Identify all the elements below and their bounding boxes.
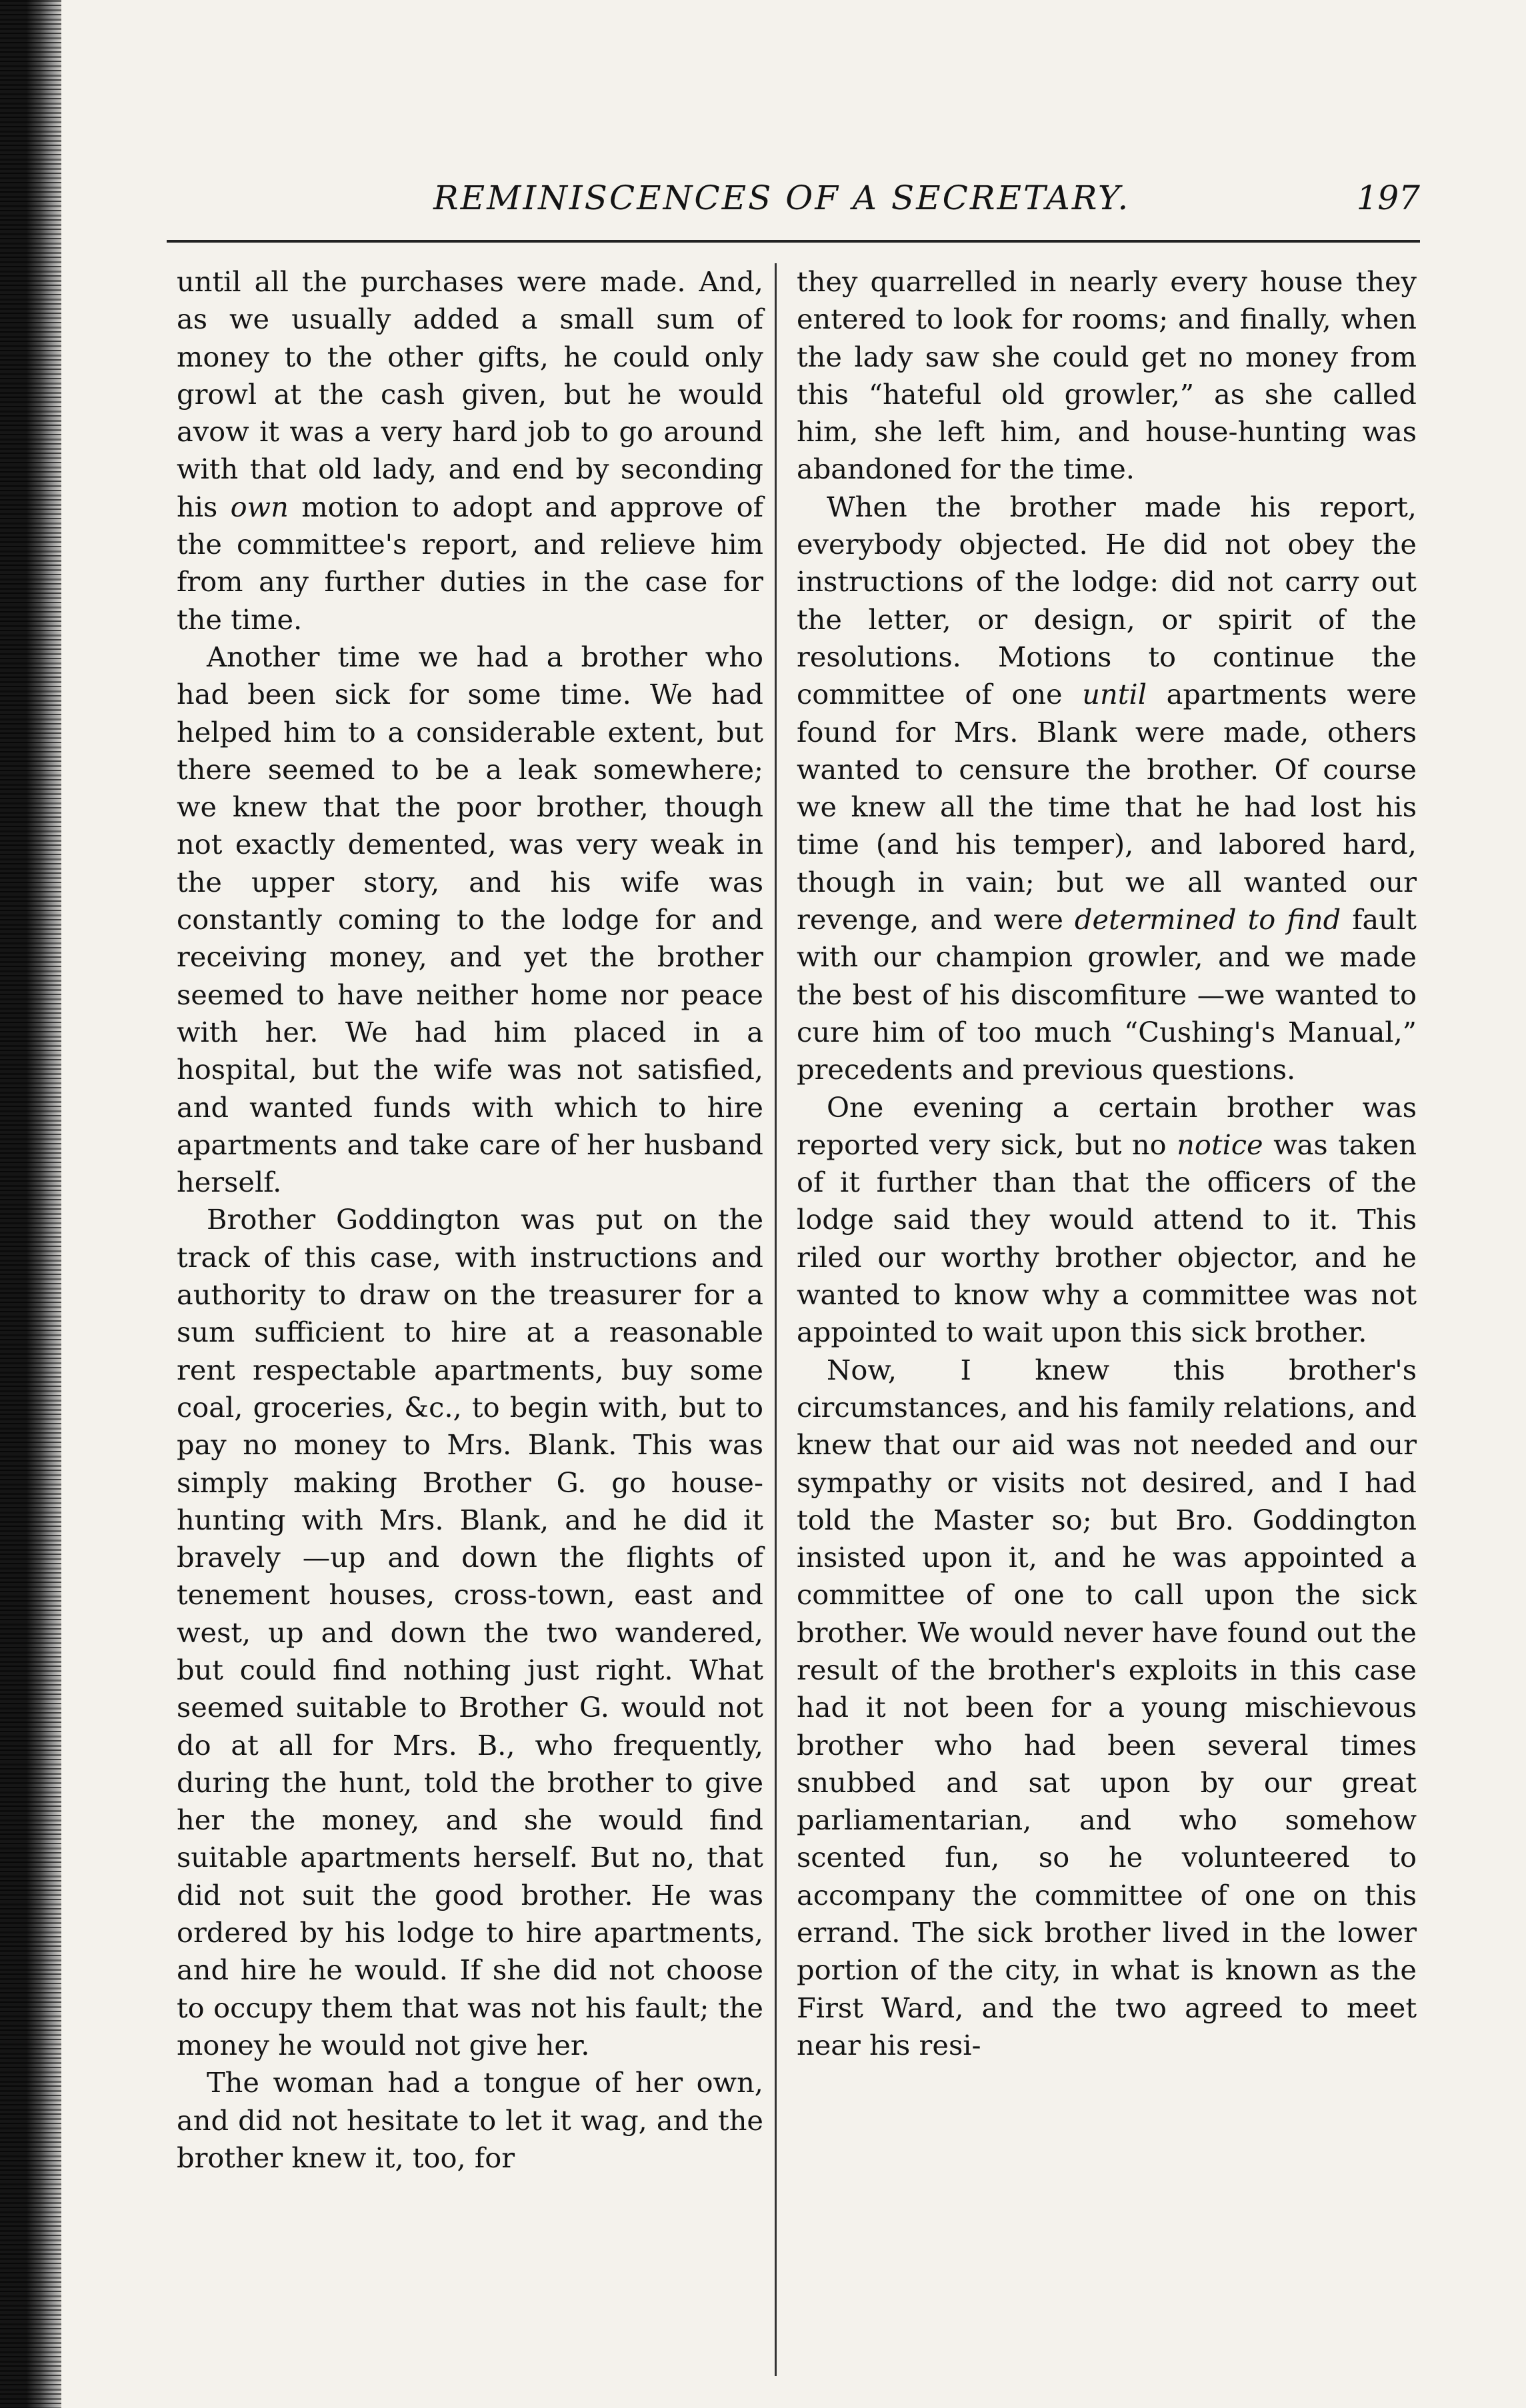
header-rule [167,240,1420,243]
paragraph: Now, I knew this brother's circumstances, and his family relations, and knew that our aid was not needed and our sympathy or visits not desired, and I had told the Master so; but Bro. Goddington insisted upon it, and he was appointed a committee of one to call upon the sick brother. We would never have found out the result of the brother's exploits in this case had it not been for a young mischievous brother who had been several times snubbed and sat upon by our great parliamentarian, and who somehow scented fun, so he volunteered to accompany the committee of one on this errand. The sick brother lived in the lower portion of the city, in what is known as the First Ward, and the two agreed to meet near his resi- [797,1353,1417,2061]
column-divider [775,263,777,2376]
paragraph: The woman had a tongue of her own, and did not hesitate to let it wag, and the brother knew it, too, for [177,2066,763,2174]
book-binding-edge [0,0,61,2408]
paragraph: they quarrelled in nearly every house they entered to look for rooms; and finally, when the lady saw she could get no money from this “hateful old growler,” as she called him, she left him, and house-hunting was abandoned for the time. [797,265,1417,486]
page-header [167,179,1420,225]
paragraph: One evening a certain brother was reported very sick, but no notice was taken of it further than that the officers of the lodge said they would attend to it. This riled our worthy brother objector, and he wanted to know why a committee was not appointed to wait upon this sick brother. [797,1090,1417,1349]
paragraph: until all the purchases were made. And, as we usually added a small sum of money to the other gifts, he could only growl at the cash given, but he would avow it was a very hard job to go around with that old lady, and end by seconding his own motion to adopt and approve of the committee's report, and relieve him from any further duties in the case for the time. [177,265,763,636]
paragraph: Brother Goddington was put on the track of this case, with instructions and authority to draw on the treasurer for a sum sufficient to hire at a reasonable rent respectable apartments, buy some coal, groceries, &c., to begin with, but to pay no money to Mrs. Blank. This was simply making Brother G. go house-hunting with Mrs. Blank, and he did it bravely —up and down the flights of tenement houses, cross-town, east and west, up and down the two wandered, but could find nothing just right. What seemed suitable to Brother G. would not do at all for Mrs. B., who frequently, during the hunt, told the brother to give her the money, and she would find suitable apartments herself. But no, that did not suit the good brother. He was ordered by his lodge to hire apartments, and hire he would. If she did not choose to occupy them that was not his fault; the money he would not give her. [177,1203,763,2061]
page-number: 197 [1356,179,1420,217]
right-column [797,263,1417,2064]
paragraph: Another time we had a brother who had been sick for some time. We had helped him to a considerable extent, but there seemed to be a leak somewhere; we knew that the poor brother, though not exactly demented, was very weak in the upper story, and his wife was constantly coming to the lodge for and receiving money, and yet the brother seemed to have neither home nor peace with her. We had him placed in a hospital, but the wife was not satisfied, and wanted funds with which to hire apartments and take care of her husband herself. [177,640,763,1199]
left-column [177,263,763,2177]
running-title: REMINISCENCES OF A SECRETARY. [433,179,1131,217]
paragraph: When the brother made his report, everybody objected. He did not obey the instructions of the lodge: did not carry out the letter, or design, or spirit of the resolutions. Motions to continue the committee of one until apartments were found for Mrs. Blank were made, others wanted to censure the brother. Of course we knew all the time that he had lost his time (and his temper), and labored hard, though in vain; but we all wanted our revenge, and were determined to find fault with our champion growler, and we made the best of his discomfiture —we wanted to cure him of too much “Cushing's Manual,” precedents and previous questions. [797,490,1417,1086]
